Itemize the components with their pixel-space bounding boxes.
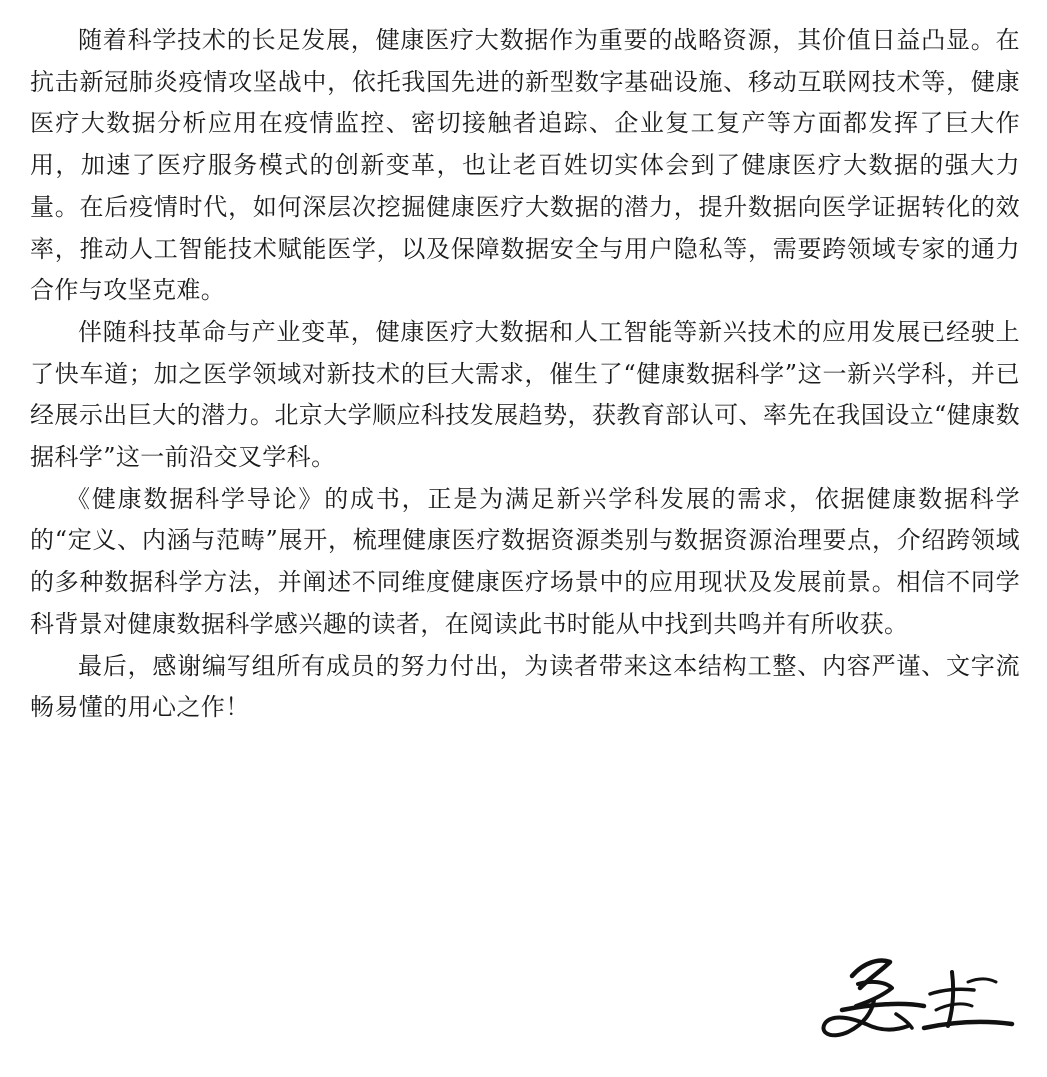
paragraph-acknowledgement: 最后，感谢编写组所有成员的努力付出，为读者带来这本结构工整、内容严谨、文字流畅易懂的用心之作！ [30,651,1020,722]
foreword-body [30,20,1020,729]
handwritten-signature [812,948,1022,1048]
paragraph-book-purpose: 《健康数据科学导论》的成书，正是为满足新兴学科发展的需求，依据健康数据科学的“定义、内涵与范畴”展开，梳理健康医疗数据资源类别与数据资源治理要点，介绍跨领域的多种数据科学方法，并阐述不同维度健康医疗场景中的应用现状及发展前景。相信不同学科背景对健康数据科学感兴趣的读者，在阅读此书时能从中找到共鸣并有所收获。 [30,484,1020,638]
paragraph-big-data-value: 随着科学技术的长足发展，健康医疗大数据作为重要的战略资源，其价值日益凸显。在抗击新冠肺炎疫情攻坚战中，依托我国先进的新型数字基础设施、移动互联网技术等，健康医疗大数据分析应用在疫情监控、密切接触者追踪、企业复工复产等方面都发挥了巨大作用，加速了医疗服务模式的创新变革，也让老百姓切实体会到了健康医疗大数据的强大力量。在后疫情时代，如何深层次挖掘健康医疗大数据的潜力，提升数据向医学证据转化的效率，推动人工智能技术赋能医学，以及保障数据安全与用户隐私等，需要跨领域专家的通力合作与攻坚克难。 [30,26,1020,305]
paragraph-new-discipline: 伴随科技革命与产业变革，健康医疗大数据和人工智能等新兴技术的应用发展已经驶上了快车道；加之医学领域对新技术的巨大需求，催生了“健康数据科学”这一新兴学科，并已经展示出巨大的潜力。北京大学顺应科技发展趋势，获教育部认可、率先在我国设立“健康数据科学”这一前沿交叉学科。 [30,317,1020,472]
